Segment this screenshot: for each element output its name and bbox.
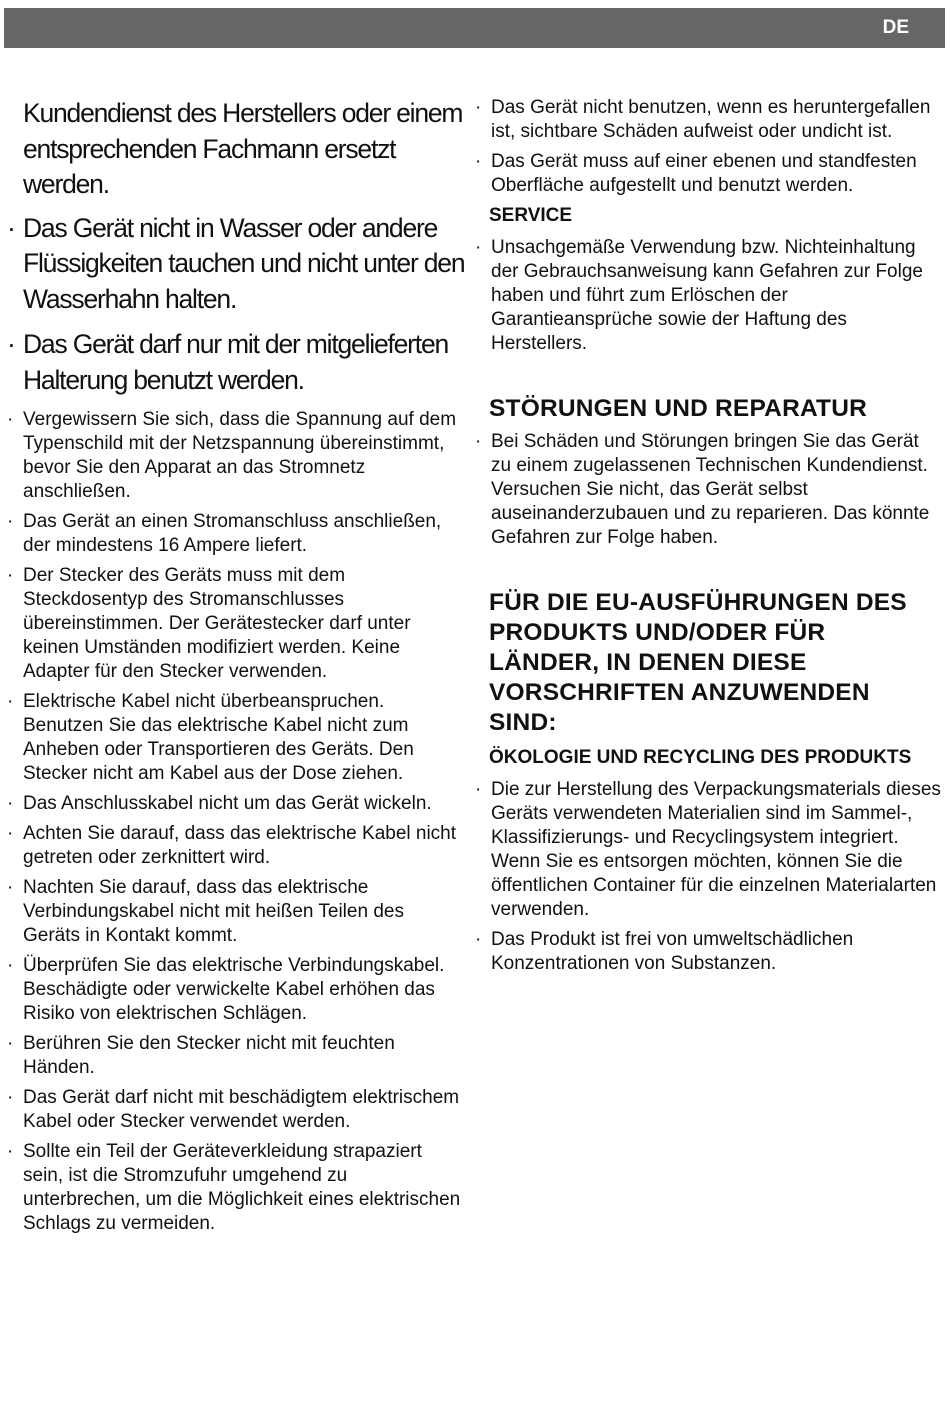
list-item: · Das Anschlusskabel nicht um das Gerät wickeln. (6, 792, 466, 816)
service-heading: SERVICE (489, 205, 573, 226)
list-item: · Überprüfen Sie das elektrische Verbindungskabel. Beschädigte oder verwickelte Kabel erhöhen das Risiko von elektrischen Schlägen. (6, 954, 466, 1026)
continued-paragraph: Kundendienst des Herstellers oder einem entsprechenden Fachmann ersetzt werden. (23, 98, 463, 199)
list-item: · Das Gerät darf nicht mit beschädigtem elektrischem Kabel oder Stecker verwendet werden. (6, 1086, 466, 1134)
list-item: · Sollte ein Teil der Geräteverkleidung strapaziert sein, ist die Stromzufuhr umgehend zu unterbrechen, um die Möglichkeit eines elektrischen Schlags zu vermeiden. (6, 1140, 466, 1236)
list-item: · Elektrische Kabel nicht überbeanspruchen. Benutzen Sie das elektrische Kabel nicht zum Anheben oder Transportieren des Geräts. Den Stecker nicht am Kabel aus der Dose ziehen. (6, 690, 466, 786)
list-item: · Unsachgemäße Verwendung bzw. Nichteinhaltung der Gebrauchsanweisung kann Gefahren zur Folge haben und führt zum Erlöschen der Garantieansprüche sowie der Haftung des Herstellers. (474, 236, 942, 356)
service-list (474, 236, 942, 356)
language-badge: DE (882, 17, 909, 38)
list-item: · Berühren Sie den Stecker nicht mit feuchten Händen. (6, 1032, 466, 1080)
stoerungen-heading: STÖRUNGEN UND REPARATUR (489, 395, 867, 422)
header-bar (4, 8, 945, 48)
list-item: · Bei Schäden und Störungen bringen Sie das Gerät zu einem zugelassenen Technischen Kundendienst. Versuchen Sie nicht, das Gerät selbst auseinanderzubauen und zu reparieren. Das könnte Gefahren zur Folge haben. (474, 430, 942, 550)
list-item: · Das Produkt ist frei von umweltschädlichen Konzentrationen von Substanzen. (474, 928, 942, 976)
list-item: · Das Gerät nicht in Wasser oder andere Flüssigkeiten tauchen und nicht unter den Wasserhahn halten. (6, 211, 466, 318)
list-item: · Nachten Sie darauf, dass das elektrische Verbindungskabel nicht mit heißen Teilen des Geräts in Kontakt kommt. (6, 876, 466, 948)
large-bullet-list (6, 211, 466, 399)
list-item: · Die zur Herstellung des Verpackungsmaterials dieses Geräts verwendeten Materialien sind im Sammel-, Klassifizierungs- und Recyclingsystem integriert. Wenn Sie es entsorgen möchten, können Sie die öffentlichen Container für die einzelnen Materialarten verwenden. (474, 778, 942, 922)
right-column (474, 96, 942, 982)
safety-bullet-list (6, 408, 466, 1236)
list-item: · Das Gerät darf nur mit der mitgelieferten Halterung benutzt werden. (6, 327, 466, 398)
list-item: · Das Gerät nicht benutzen, wenn es heruntergefallen ist, sichtbare Schäden aufweist oder undicht ist. (474, 96, 942, 144)
list-item: · Vergewissern Sie sich, dass die Spannung auf dem Typenschild mit der Netzspannung übereinstimmt, bevor Sie den Apparat an das Stromnetz anschließen. (6, 408, 466, 504)
oekologie-heading: ÖKOLOGIE UND RECYCLING DES PRODUKTS (489, 747, 912, 768)
stoerungen-list (474, 430, 942, 550)
list-item: · Das Gerät muss auf einer ebenen und standfesten Oberfläche aufgestellt und benutzt werden. (474, 150, 942, 198)
eu-heading: FÜR DIE EU-AUSFÜHRUNGEN DES PRODUKTS UND/ODER FÜR LÄNDER, IN DENEN DIESE VORSCHRIFTEN ANZUWENDEN SIND: (489, 589, 907, 736)
list-item: · Der Stecker des Geräts muss mit dem Steckdosentyp des Stromanschlusses übereinstimmen. Der Gerätestecker darf unter keinen Umständen modifiziert werden. Keine Adapter für den Stecker verwenden. (6, 564, 466, 684)
list-item: · Achten Sie darauf, dass das elektrische Kabel nicht getreten oder zerknittert wird. (6, 822, 466, 870)
left-column (6, 96, 466, 1242)
list-item: · Das Gerät an einen Stromanschluss anschließen, der mindestens 16 Ampere liefert. (6, 510, 466, 558)
oekologie-list (474, 778, 942, 976)
safety-bullet-list-continued (474, 96, 942, 198)
